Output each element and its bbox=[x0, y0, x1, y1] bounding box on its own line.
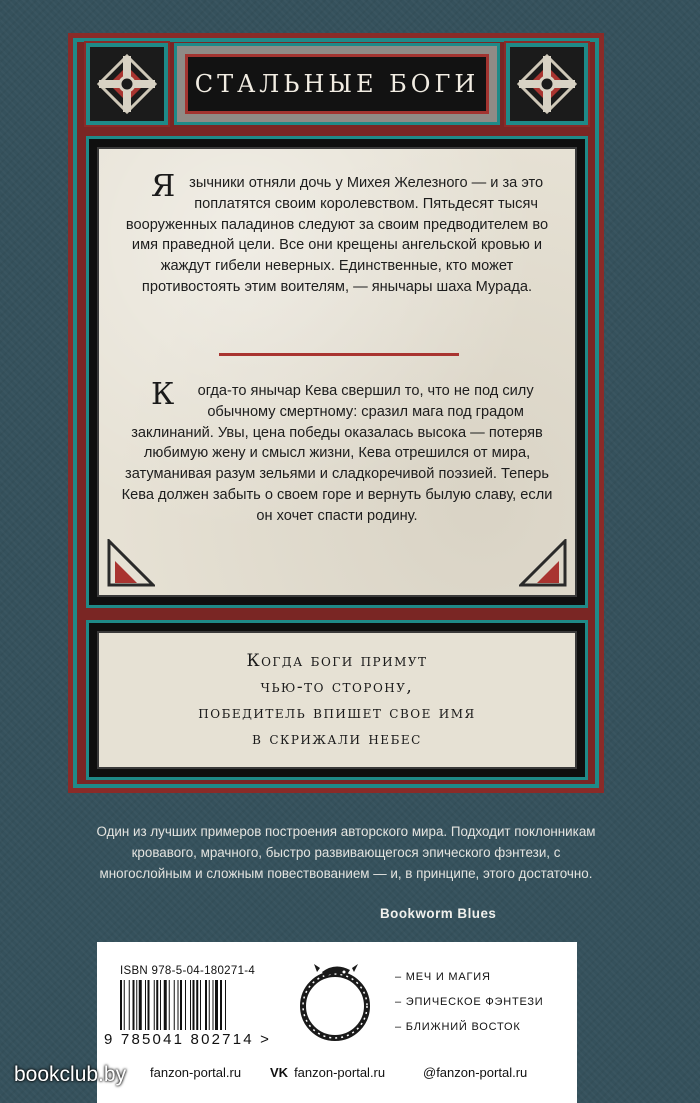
portal-vk-link[interactable] bbox=[270, 1065, 385, 1080]
synopsis-paragraph-2 bbox=[121, 377, 553, 527]
review-quote: Один из лучших примеров построения авторского мира. Подходит поклонникам кровавого, мрачного, быстро развивающегося эпического фэнтези, с многослойным и сложным повествованием — и, в принципе, этого достаточно. bbox=[96, 824, 596, 881]
barcode-bar bbox=[145, 980, 146, 1030]
celtic-cross-icon bbox=[95, 52, 159, 116]
barcode-bar bbox=[160, 980, 161, 1030]
barcode-bar bbox=[148, 980, 150, 1030]
paragraph-text: зычники отняли дочь у Михея Железного — и за это поплатятся своим королевством. Пятьдесят тысяч вооруженных паладинов следуют за своим предводителем во имя праведной цели. Все они крещены ангельской кровью и жаждут гибели неверных. Единственные, кто может противостоять этим воителям, — янычары шаха Мурада. bbox=[125, 175, 549, 295]
barcode-bar bbox=[139, 980, 142, 1030]
barcode-bar bbox=[120, 980, 122, 1030]
barcode-bar bbox=[180, 980, 182, 1030]
barcode-bar bbox=[133, 980, 135, 1030]
synopsis-paragraph-1 bbox=[121, 169, 553, 298]
genre-item: – МЕЧ И МАГИЯ bbox=[395, 971, 491, 983]
tagline-line: в скрижали небес bbox=[252, 729, 422, 749]
tagline-paper bbox=[97, 631, 577, 769]
barcode-bar bbox=[164, 980, 167, 1030]
tagline-panel bbox=[86, 620, 588, 780]
tagline-line: Когда боги примут bbox=[246, 651, 428, 671]
barcode-bar bbox=[209, 980, 210, 1030]
genre-list bbox=[395, 965, 544, 1040]
barcode-bar bbox=[225, 980, 226, 1030]
book-title: СТАЛЬНЫЕ БОГИ bbox=[194, 70, 480, 98]
portal-vk-text: fanzon-portal.ru bbox=[294, 1065, 386, 1080]
title-plate bbox=[174, 43, 500, 125]
barcode-bar bbox=[193, 980, 195, 1030]
barcode-bar bbox=[196, 980, 198, 1030]
paragraph-text: огда-то янычар Кева свершил то, что не под силу обычному смертному: сразил мага под градом заклинаний. Увы, цена победы оказалась высока — потеряв любимую жену и смысл жизни, Кева отрешился от мира, затуманивая разум зельями и сладкоречивой поэзией. Теперь Кева должен забыть о своем горе и вернуть былую славу, если он хочет спасти родину. bbox=[121, 383, 553, 524]
barcode-bar bbox=[178, 980, 179, 1030]
isbn-label: ISBN 978-5-04-180271-4 bbox=[120, 965, 256, 977]
ouroboros-logo-icon bbox=[292, 960, 378, 1046]
corner-emblem-left bbox=[86, 43, 168, 125]
barcode-bar bbox=[136, 980, 137, 1030]
barcode-bar bbox=[215, 980, 218, 1030]
synopsis-paper bbox=[97, 147, 577, 597]
vk-icon: VK bbox=[270, 1065, 289, 1080]
synopsis-panel bbox=[86, 136, 588, 608]
genre-item: – БЛИЖНИЙ ВОСТОК bbox=[395, 1021, 521, 1033]
barcode-bar bbox=[174, 980, 175, 1030]
celtic-cross-icon bbox=[515, 52, 579, 116]
barcode-bar bbox=[190, 980, 191, 1030]
triangle-ornament-icon bbox=[519, 539, 567, 587]
corner-emblem-right bbox=[506, 43, 588, 125]
title-plate-inner bbox=[185, 54, 489, 114]
barcode-bar bbox=[185, 980, 186, 1030]
tagline-line: чью-то сторону, bbox=[260, 677, 414, 697]
barcode-bar bbox=[220, 980, 222, 1030]
barcode-bar bbox=[129, 980, 130, 1030]
genre-item: – ЭПИЧЕСКОЕ ФЭНТЕЗИ bbox=[395, 996, 544, 1008]
watermark: bookclub.by bbox=[14, 1063, 127, 1086]
review-source: Bookworm Blues bbox=[380, 906, 497, 921]
barcode-bar bbox=[154, 980, 155, 1030]
barcode-bar bbox=[205, 980, 207, 1030]
barcode-bar bbox=[213, 980, 214, 1030]
triangle-ornament-icon bbox=[107, 539, 155, 587]
portal-site-link[interactable]: fanzon-portal.ru bbox=[150, 1065, 242, 1080]
barcode-digits: 9 785041 802714 > bbox=[104, 1031, 272, 1048]
barcode bbox=[118, 980, 268, 1032]
barcode-bar bbox=[156, 980, 158, 1030]
barcode-bar bbox=[124, 980, 125, 1030]
tagline-line: победитель впишет свое имя bbox=[198, 703, 476, 723]
barcode-bar bbox=[200, 980, 201, 1030]
portal-handle-link[interactable]: @fanzon-portal.ru bbox=[423, 1065, 528, 1080]
dropcap: Я bbox=[151, 169, 176, 204]
barcode-bar bbox=[169, 980, 170, 1030]
red-divider bbox=[219, 353, 459, 356]
dropcap: К bbox=[151, 377, 175, 412]
